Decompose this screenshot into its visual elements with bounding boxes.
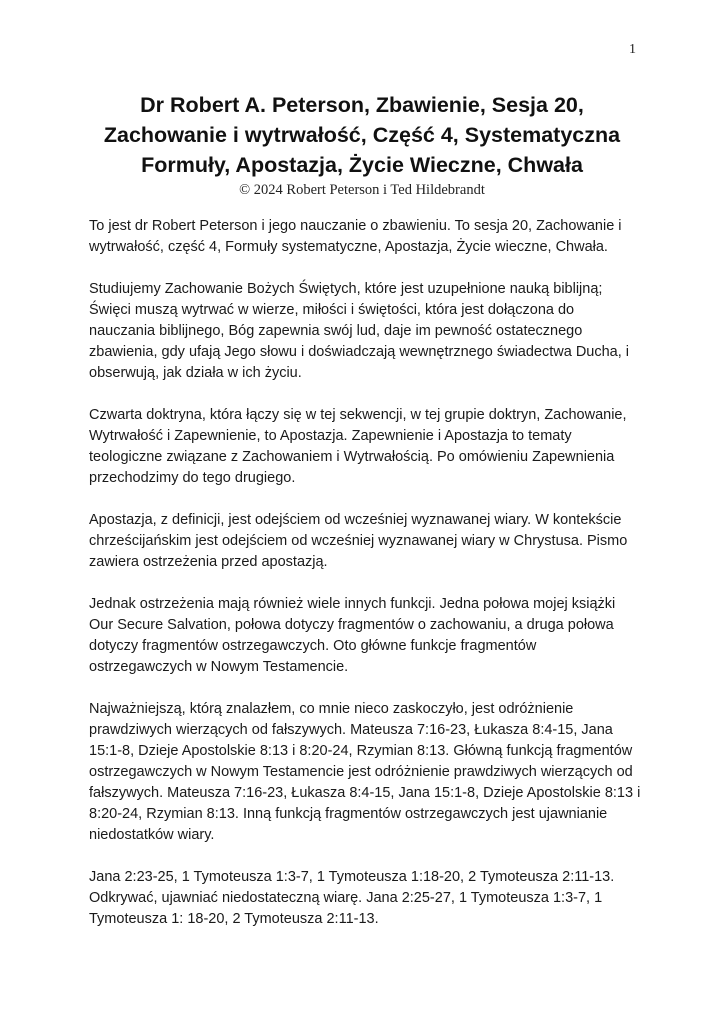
document-title-line: Zachowanie i wytrwałość, Część 4, Systematyczna bbox=[103, 123, 621, 147]
paragraph bbox=[89, 216, 649, 258]
text-line: Święci muszą wytrwać w wierze, miłości i świętości, która jest dołączona do bbox=[89, 302, 575, 318]
paragraph bbox=[89, 279, 649, 384]
document-body bbox=[89, 216, 649, 951]
paragraph bbox=[89, 594, 649, 678]
copyright-notice: © 2024 Robert Peterson i Ted Hildebrandt bbox=[239, 182, 485, 198]
document-title-line: Dr Robert A. Peterson, Zbawienie, Sesja 20, bbox=[140, 93, 584, 117]
text-line: Tymoteusza 1: 18-20, 2 Tymoteusza 2:11-13. bbox=[89, 911, 379, 927]
text-line: Jednak ostrzeżenia mają również wiele innych funkcji. Jedna połowa mojej książki bbox=[89, 596, 616, 612]
page-number: 1 bbox=[629, 42, 636, 57]
text-line: teologiczne związane z Zachowaniem i Wytrwałością. Po omówieniu Zapewnienia bbox=[89, 449, 615, 465]
paragraph bbox=[89, 405, 649, 489]
text-line: zbawienia, gdy ufają Jego słowu i doświadczają wewnętrznego świadectwa Ducha, i bbox=[89, 344, 630, 360]
text-line: Our Secure Salvation, połowa dotyczy fragmentów o zachowaniu, a druga połowa bbox=[89, 617, 614, 633]
paragraph bbox=[89, 699, 649, 846]
text-line: przechodzimy do tego drugiego. bbox=[89, 470, 296, 486]
text-line: 8:20-24, Rzymian 8:13. Inną funkcją fragmentów ostrzegawczych jest ujawnianie bbox=[89, 806, 608, 822]
text-line: dotyczy fragmentów ostrzegawczych. Oto główne funkcje fragmentów bbox=[89, 638, 537, 654]
text-line: fałszywych. Mateusza 7:16-23, Łukasza 8:4-15, Jana 15:1-8, Dzieje Apostolskie 8:13 i bbox=[89, 785, 641, 801]
text-line: Apostazja, z definicji, jest odejściem od wcześniej wyznawanej wiary. W kontekście bbox=[89, 512, 622, 528]
text-line: chrześcijańskim jest odejściem od wcześniej wyznawanej wiary w Chrystusa. Pismo bbox=[89, 533, 628, 549]
text-line: To jest dr Robert Peterson i jego nauczanie o zbawieniu. To sesja 20, Zachowanie i bbox=[89, 218, 622, 234]
text-line: Jana 2:23-25, 1 Tymoteusza 1:3-7, 1 Tymoteusza 1:18-20, 2 Tymoteusza 2:11-13. bbox=[89, 869, 615, 885]
text-line: ostrzegawczych w Nowym Testamencie. bbox=[89, 659, 349, 675]
text-line: wytrwałość, część 4, Formuły systematyczne, Apostazja, Życie wieczne, Chwała. bbox=[89, 239, 608, 255]
text-line: zawiera ostrzeżenia przed apostazją. bbox=[89, 554, 328, 570]
text-line: ostrzegawczych w Nowym Testamencie jest odróżnienie prawdziwych wierzących od bbox=[89, 764, 633, 780]
paragraph bbox=[89, 867, 649, 930]
text-line: obserwują, jak działa w ich życiu. bbox=[89, 365, 302, 381]
text-line: Najważniejszą, którą znalazłem, co mnie nieco zaskoczyło, jest odróżnienie bbox=[89, 701, 574, 717]
document-title-line: Formuły, Apostazja, Życie Wieczne, Chwała bbox=[141, 153, 583, 177]
text-line: nauczania biblijnego, Bóg zapewnia swój lud, daje im pewność ostatecznego bbox=[89, 323, 583, 339]
text-line: Odkrywać, ujawniać niedostateczną wiarę. Jana 2:25-27, 1 Tymoteusza 1:3-7, 1 bbox=[89, 890, 603, 906]
text-line: Wytrwałość i Zapewnienie, to Apostazja. Zapewnienie i Apostazja to tematy bbox=[89, 428, 572, 444]
text-line: 15:1-8, Dzieje Apostolskie 8:13 i 8:20-24, Rzymian 8:13. Główną funkcją fragmentów bbox=[89, 743, 633, 759]
document-header bbox=[60, 90, 664, 200]
text-line: prawdziwych wierzących od fałszywych. Mateusza 7:16-23, Łukasza 8:4-15, Jana bbox=[89, 722, 613, 738]
text-line: niedostatków wiary. bbox=[89, 827, 215, 843]
paragraph bbox=[89, 510, 649, 573]
text-line: Studiujemy Zachowanie Bożych Świętych, które jest uzupełnione nauką biblijną; bbox=[89, 281, 603, 297]
text-line: Czwarta doktryna, która łączy się w tej sekwencji, w tej grupie doktryn, Zachowanie, bbox=[89, 407, 627, 423]
